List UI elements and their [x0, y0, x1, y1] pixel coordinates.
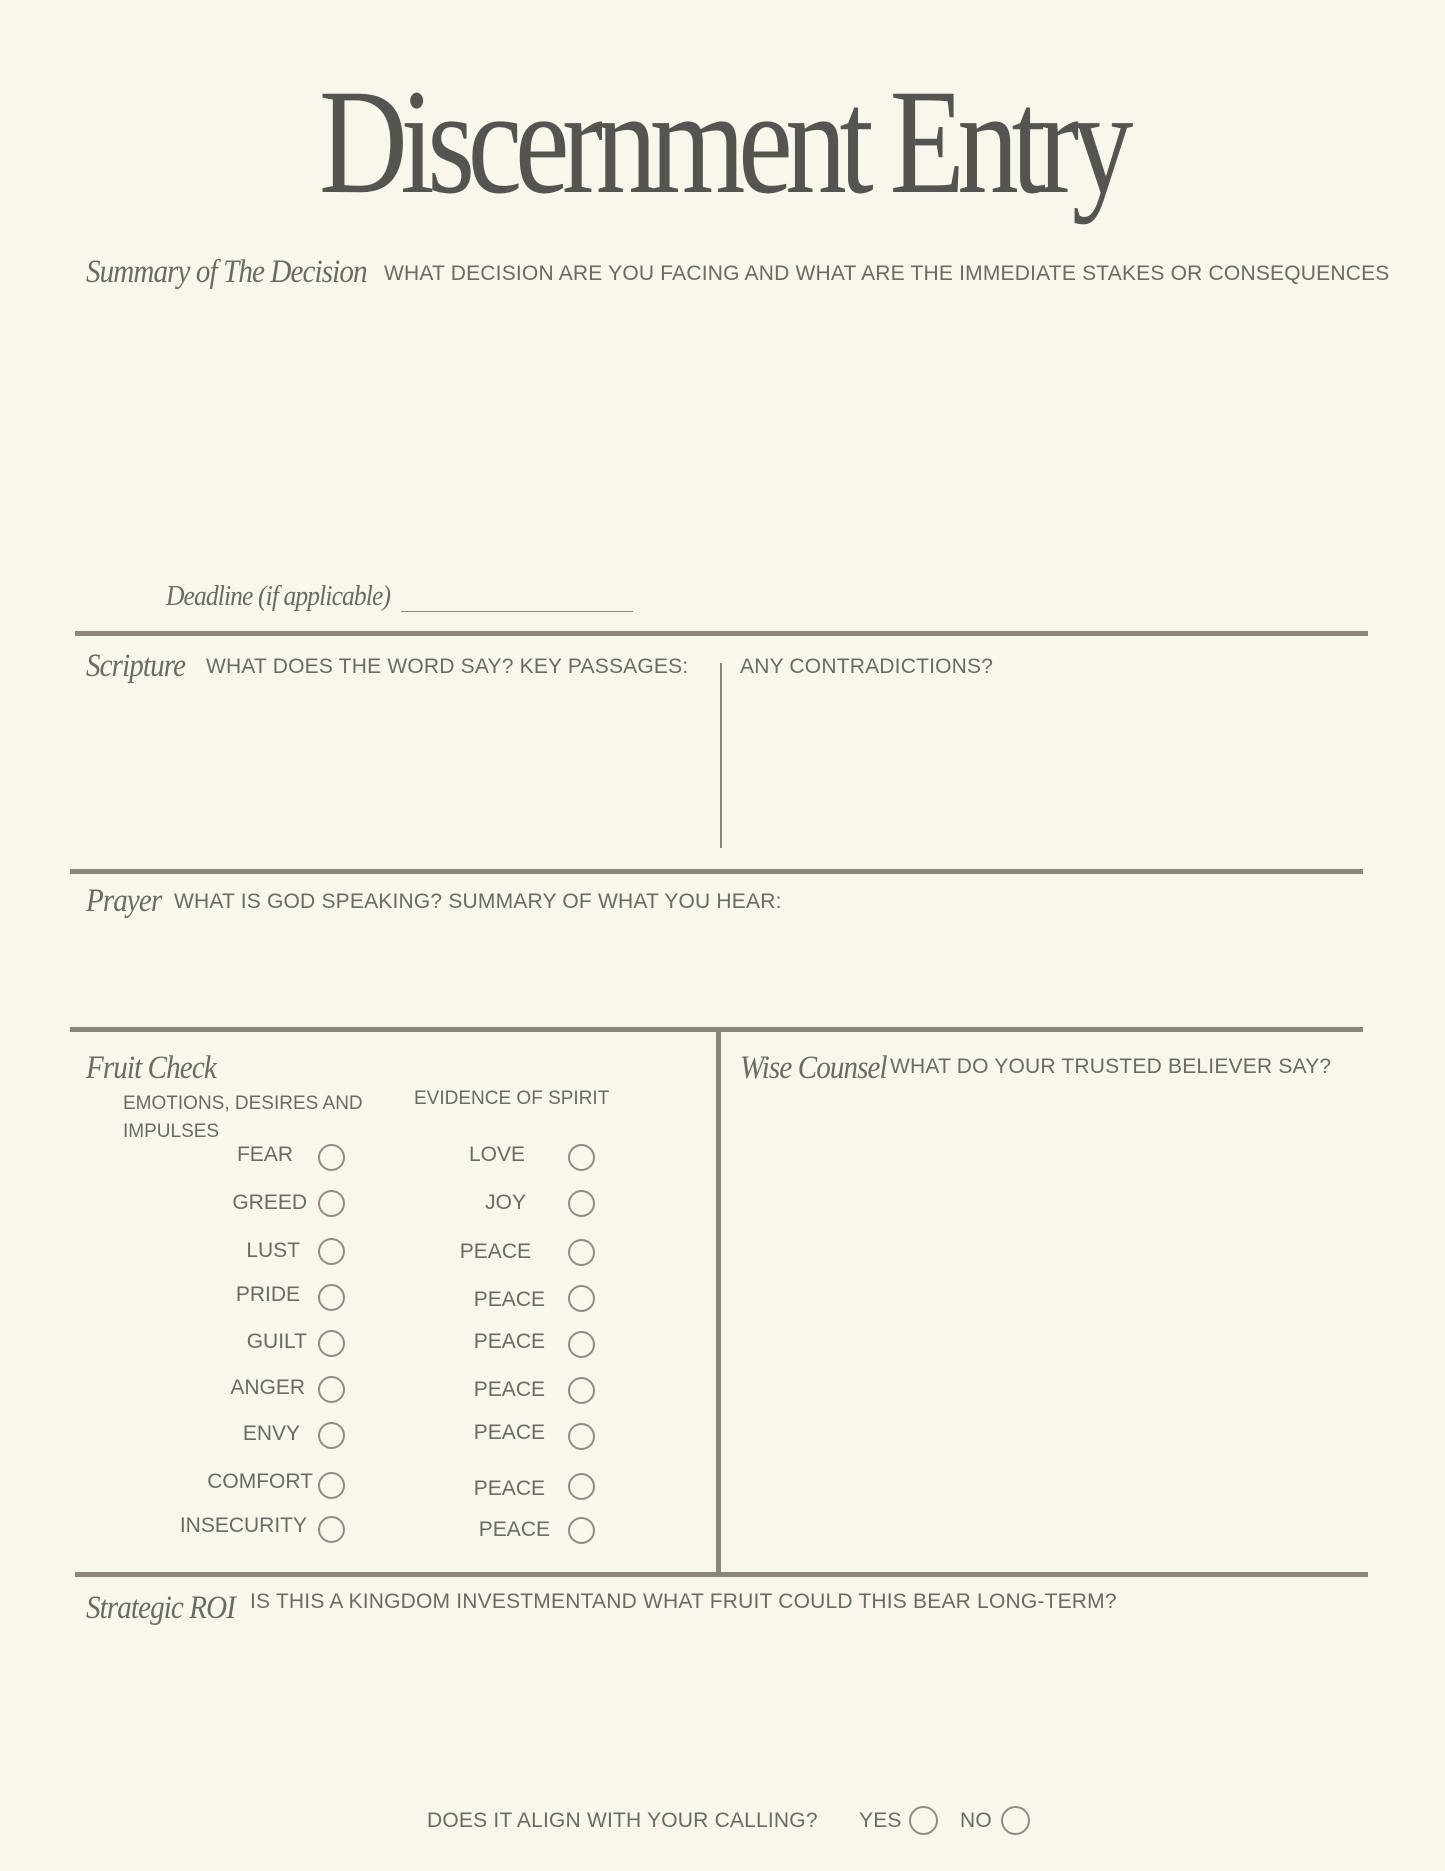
- peace-label: PEACE: [473, 1288, 545, 1311]
- peace-checkbox[interactable]: [568, 1517, 595, 1544]
- no-label: NO: [960, 1809, 992, 1832]
- wise-counsel-label: Wise Counsel: [740, 1050, 887, 1086]
- scripture-prompt-right: ANY CONTRADICTIONS?: [740, 655, 994, 678]
- anger-checkbox[interactable]: [318, 1376, 345, 1403]
- love-label: LOVE: [468, 1143, 525, 1166]
- strategic-roi-prompt: IS THIS A KINGDOM INVESTMENTAND WHAT FRUIT COULD THIS BEAR LONG-TERM?: [250, 1590, 1117, 1613]
- peace-label: PEACE: [473, 1477, 545, 1500]
- section-divider: [75, 1572, 1368, 1577]
- fear-label: FEAR: [236, 1143, 293, 1166]
- fruit-counsel-divider: [716, 1030, 721, 1575]
- page-title: Discernment Entry: [318, 59, 1127, 225]
- envy-label: ENVY: [242, 1422, 300, 1445]
- fear-checkbox[interactable]: [318, 1144, 345, 1171]
- guilt-checkbox[interactable]: [318, 1330, 345, 1357]
- peace-label: PEACE: [473, 1378, 545, 1401]
- peace-checkbox[interactable]: [568, 1239, 595, 1266]
- greed-label: GREED: [232, 1191, 307, 1214]
- peace-checkbox[interactable]: [568, 1285, 595, 1312]
- calling-question: DOES IT ALIGN WITH YOUR CALLING?: [427, 1809, 818, 1832]
- prayer-label: Prayer: [86, 883, 162, 919]
- scripture-label: Scripture: [86, 648, 186, 684]
- pride-checkbox[interactable]: [318, 1284, 345, 1311]
- spirit-column-header: EVIDENCE OF SPIRIT: [414, 1088, 610, 1109]
- strategic-roi-answer-area[interactable]: [86, 1630, 1356, 1780]
- yes-radio[interactable]: [909, 1806, 938, 1835]
- no-radio[interactable]: [1001, 1806, 1030, 1835]
- scripture-passages-area[interactable]: [86, 690, 706, 850]
- joy-checkbox[interactable]: [568, 1190, 595, 1217]
- lust-checkbox[interactable]: [318, 1238, 345, 1265]
- anger-label: ANGER: [230, 1376, 305, 1399]
- peace-label: PEACE: [459, 1240, 531, 1263]
- joy-label: JOY: [485, 1191, 526, 1214]
- section-divider: [70, 869, 1363, 874]
- guilt-label: GUILT: [246, 1330, 307, 1353]
- envy-checkbox[interactable]: [318, 1422, 345, 1449]
- wise-counsel-answer-area[interactable]: [740, 1095, 1360, 1565]
- section-divider: [75, 631, 1368, 636]
- peace-checkbox[interactable]: [568, 1473, 595, 1500]
- scripture-contradictions-area[interactable]: [740, 690, 1360, 850]
- deadline-label: Deadline (if applicable): [166, 580, 391, 612]
- emotions-column-header: EMOTIONS, DESIRES AND IMPULSES: [123, 1093, 363, 1142]
- wise-counsel-prompt: WHAT DO YOUR TRUSTED BELIEVER SAY?: [890, 1055, 1332, 1078]
- lust-label: LUST: [246, 1239, 300, 1262]
- pride-label: PRIDE: [235, 1283, 300, 1306]
- insecurity-label: INSECURITY: [179, 1514, 307, 1537]
- peace-checkbox[interactable]: [568, 1423, 595, 1450]
- insecurity-checkbox[interactable]: [318, 1516, 345, 1543]
- peace-checkbox[interactable]: [568, 1331, 595, 1358]
- peace-label: PEACE: [473, 1330, 545, 1353]
- summary-prompt: WHAT DECISION ARE YOU FACING AND WHAT ARE THE IMMEDIATE STAKES OR CONSEQUENCES: [384, 262, 1390, 285]
- prayer-answer-area[interactable]: [86, 925, 1356, 1025]
- greed-checkbox[interactable]: [318, 1190, 345, 1217]
- deadline-input-line[interactable]: [401, 611, 633, 612]
- peace-label: PEACE: [473, 1421, 545, 1444]
- strategic-roi-label: Strategic ROI: [86, 1590, 236, 1626]
- prayer-prompt: WHAT IS GOD SPEAKING? SUMMARY OF WHAT YOU HEAR:: [174, 890, 782, 913]
- scripture-column-divider: [720, 663, 722, 848]
- peace-label: PEACE: [478, 1518, 550, 1541]
- fruit-check-label: Fruit Check: [86, 1050, 216, 1086]
- comfort-label: COMFORT: [207, 1470, 313, 1493]
- peace-checkbox[interactable]: [568, 1377, 595, 1404]
- yes-label: YES: [859, 1809, 902, 1832]
- summary-answer-area[interactable]: [86, 290, 1366, 560]
- love-checkbox[interactable]: [568, 1144, 595, 1171]
- summary-label: Summary of The Decision: [86, 254, 367, 290]
- scripture-prompt-left: WHAT DOES THE WORD SAY? KEY PASSAGES:: [206, 655, 689, 678]
- comfort-checkbox[interactable]: [318, 1472, 345, 1499]
